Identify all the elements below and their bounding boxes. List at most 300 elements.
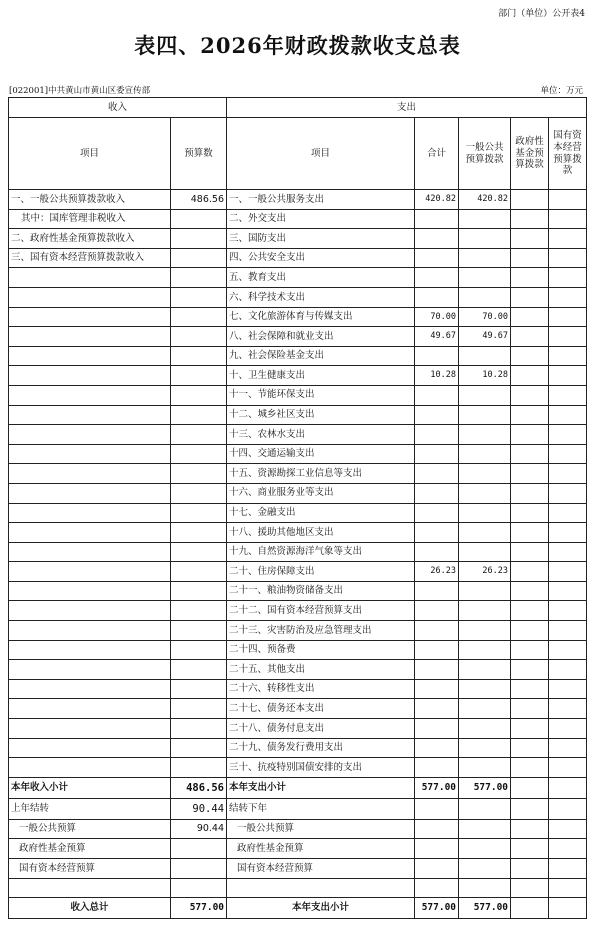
general-budget-cell	[459, 738, 511, 758]
income-item-cell	[9, 444, 171, 464]
state-capital-cell	[549, 542, 587, 562]
table-row	[9, 346, 587, 366]
state-capital-cell	[549, 268, 587, 288]
income-amount-cell	[171, 483, 227, 503]
income-item-cell	[9, 640, 171, 660]
income-subtotal-label: 本年收入小计	[9, 777, 171, 798]
blank-cell	[459, 878, 511, 898]
table-row	[9, 738, 587, 758]
income-item-cell	[9, 660, 171, 680]
grand-total-row	[9, 898, 587, 919]
income-amount-cell	[171, 640, 227, 660]
state-capital-cell	[549, 444, 587, 464]
income-amount-cell	[171, 268, 227, 288]
gov-fund-cell	[511, 190, 549, 210]
table-row	[9, 699, 587, 719]
general-budget-cell: 49.67	[459, 327, 511, 347]
expense-total-cell	[415, 346, 459, 366]
table-row	[9, 503, 587, 523]
expense-subtotal-total: 577.00	[415, 777, 459, 798]
income-budget-header: 预算数	[171, 118, 227, 190]
subtotal-row	[9, 777, 587, 798]
general-budget-cell: 10.28	[459, 366, 511, 386]
income-amount-cell	[171, 366, 227, 386]
income-amount-cell: 486.56	[171, 190, 227, 210]
income-amount-cell	[171, 287, 227, 307]
carryover-in-amount	[171, 859, 227, 879]
table-row	[9, 464, 587, 484]
expense-item-cell: 二十八、债务付息支出	[227, 719, 415, 739]
state-capital-cell	[549, 425, 587, 445]
table-number-note: 部门（单位）公开表4	[498, 9, 585, 19]
gov-fund-cell	[511, 798, 549, 819]
gov-fund-cell	[511, 444, 549, 464]
general-budget-cell	[459, 542, 511, 562]
general-budget-cell	[459, 503, 511, 523]
expense-total-cell: 49.67	[415, 327, 459, 347]
expense-item-cell: 十二、城乡社区支出	[227, 405, 415, 425]
income-item-cell	[9, 425, 171, 445]
table-row	[9, 229, 587, 249]
carryover-in-label: 上年结转	[9, 798, 171, 819]
state-capital-cell	[549, 229, 587, 249]
income-item-cell	[9, 268, 171, 288]
general-budget-cell	[459, 464, 511, 484]
income-item-header: 项目	[9, 118, 171, 190]
expense-total-cell	[415, 699, 459, 719]
general-budget-cell	[459, 229, 511, 249]
expense-item-cell: 一、一般公共服务支出	[227, 190, 415, 210]
expense-total-cell	[415, 839, 459, 859]
table-row	[9, 581, 587, 601]
expense-total-cell	[415, 248, 459, 268]
expense-total-cell	[415, 405, 459, 425]
table-row	[9, 425, 587, 445]
organization-label: [022001]中共黄山市黄山区委宣传部	[9, 86, 151, 96]
expense-total-cell	[415, 719, 459, 739]
expense-item-cell: 六、科学技术支出	[227, 287, 415, 307]
income-item-cell	[9, 405, 171, 425]
gov-fund-cell	[511, 425, 549, 445]
income-amount-cell	[171, 307, 227, 327]
expense-item-cell: 八、社会保障和就业支出	[227, 327, 415, 347]
table-row	[9, 562, 587, 582]
income-item-cell	[9, 758, 171, 778]
income-item-cell	[9, 523, 171, 543]
expense-item-cell: 三、国防支出	[227, 229, 415, 249]
income-item-cell	[9, 483, 171, 503]
gov-fund-cell	[511, 483, 549, 503]
carryover-in-item: 国有资本经营预算	[9, 859, 171, 879]
income-amount-cell	[171, 405, 227, 425]
expense-item-cell: 十三、农林水支出	[227, 425, 415, 445]
gov-fund-cell	[511, 819, 549, 839]
general-budget-cell	[459, 346, 511, 366]
table-row	[9, 679, 587, 699]
gov-fund-cell	[511, 542, 549, 562]
general-budget-cell	[459, 859, 511, 879]
state-capital-cell	[549, 190, 587, 210]
table-row	[9, 444, 587, 464]
income-amount-cell	[171, 444, 227, 464]
gov-fund-cell	[511, 209, 549, 229]
general-budget-cell	[459, 839, 511, 859]
expense-item-cell: 十五、资源勘探工业信息等支出	[227, 464, 415, 484]
state-capital-cell	[549, 307, 587, 327]
blank-row	[9, 878, 587, 898]
expense-grand-total-label: 本年支出小计	[227, 898, 415, 919]
state-capital-cell	[549, 581, 587, 601]
state-capital-cell	[549, 699, 587, 719]
expense-total-cell	[415, 503, 459, 523]
state-capital-cell	[549, 601, 587, 621]
table-row	[9, 660, 587, 680]
expense-total-cell	[415, 660, 459, 680]
expense-total-cell	[415, 209, 459, 229]
carryover-detail-row	[9, 859, 587, 879]
expense-total-cell	[415, 287, 459, 307]
carryover-detail-row	[9, 819, 587, 839]
general-budget-cell	[459, 444, 511, 464]
income-subtotal-amount: 486.56	[171, 777, 227, 798]
income-amount-cell	[171, 660, 227, 680]
income-amount-cell	[171, 425, 227, 445]
gov-fund-cell	[511, 307, 549, 327]
general-budget-cell	[459, 523, 511, 543]
gov-fund-cell	[511, 640, 549, 660]
blank-cell	[227, 878, 415, 898]
income-item-cell: 二、政府性基金预算拨款收入	[9, 229, 171, 249]
state-capital-cell	[549, 405, 587, 425]
gov-fund-cell	[511, 898, 549, 919]
page-title: 表四、2026年财政拨款收支总表	[134, 33, 461, 58]
carryover-row	[9, 798, 587, 819]
blank-cell	[171, 878, 227, 898]
gov-fund-cell	[511, 679, 549, 699]
general-budget-cell	[459, 719, 511, 739]
state-capital-cell	[549, 209, 587, 229]
carryover-in-item: 政府性基金预算	[9, 839, 171, 859]
general-budget-cell	[459, 405, 511, 425]
gov-fund-cell	[511, 327, 549, 347]
general-budget-cell	[459, 425, 511, 445]
state-capital-cell	[549, 562, 587, 582]
expense-total-cell	[415, 581, 459, 601]
expense-item-cell: 二十三、灾害防治及应急管理支出	[227, 621, 415, 641]
carryover-in-item: 一般公共预算	[9, 819, 171, 839]
income-amount-cell	[171, 464, 227, 484]
expense-subtotal-general: 577.00	[459, 777, 511, 798]
expense-item-header: 项目	[227, 118, 415, 190]
general-budget-cell	[459, 385, 511, 405]
state-capital-cell	[549, 738, 587, 758]
income-amount-cell	[171, 581, 227, 601]
income-item-cell	[9, 679, 171, 699]
expense-item-cell: 二、外交支出	[227, 209, 415, 229]
general-budget-cell	[459, 601, 511, 621]
income-amount-cell	[171, 562, 227, 582]
state-capital-cell	[549, 464, 587, 484]
expense-item-cell: 十、卫生健康支出	[227, 366, 415, 386]
state-capital-cell	[549, 483, 587, 503]
expense-item-cell: 五、教育支出	[227, 268, 415, 288]
state-capital-cell	[549, 898, 587, 919]
income-amount-cell	[171, 719, 227, 739]
blank-cell	[549, 878, 587, 898]
expense-total-cell: 420.82	[415, 190, 459, 210]
expense-item-cell: 二十五、其他支出	[227, 660, 415, 680]
table-row	[9, 248, 587, 268]
general-budget-cell	[459, 660, 511, 680]
expense-item-cell: 二十六、转移性支出	[227, 679, 415, 699]
state-capital-cell	[549, 385, 587, 405]
income-item-cell: 一、一般公共预算拨款收入	[9, 190, 171, 210]
expense-total-cell	[415, 523, 459, 543]
table-row	[9, 209, 587, 229]
state-capital-cell	[549, 640, 587, 660]
gov-fund-cell	[511, 503, 549, 523]
expense-item-cell: 七、文化旅游体育与传媒支出	[227, 307, 415, 327]
gov-fund-cell	[511, 229, 549, 249]
expense-total-cell	[415, 464, 459, 484]
table-row	[9, 621, 587, 641]
income-amount-cell	[171, 209, 227, 229]
income-item-cell	[9, 719, 171, 739]
income-amount-cell	[171, 758, 227, 778]
state-capital-cell	[549, 758, 587, 778]
expense-item-cell: 十九、自然资源海洋气象等支出	[227, 542, 415, 562]
expense-total-cell	[415, 758, 459, 778]
gov-fund-cell	[511, 405, 549, 425]
expense-item-cell: 三十、抗疫特别国债安排的支出	[227, 758, 415, 778]
header-row-columns	[9, 118, 587, 190]
state-capital-cell	[549, 660, 587, 680]
table-row	[9, 366, 587, 386]
expense-subtotal-label: 本年支出小计	[227, 777, 415, 798]
income-item-cell	[9, 503, 171, 523]
income-item-cell	[9, 601, 171, 621]
expense-item-cell: 二十九、债务发行费用支出	[227, 738, 415, 758]
expense-total-cell	[415, 385, 459, 405]
expense-total-cell: 70.00	[415, 307, 459, 327]
expense-total-cell	[415, 601, 459, 621]
table-row	[9, 405, 587, 425]
expense-total-cell	[415, 229, 459, 249]
general-budget-cell	[459, 699, 511, 719]
table-row	[9, 268, 587, 288]
general-budget-cell	[459, 679, 511, 699]
income-amount-cell	[171, 542, 227, 562]
expense-grand-general: 577.00	[459, 898, 511, 919]
general-budget-cell: 420.82	[459, 190, 511, 210]
table-row	[9, 307, 587, 327]
general-budget-cell	[459, 248, 511, 268]
gov-fund-cell	[511, 738, 549, 758]
general-budget-cell: 26.23	[459, 562, 511, 582]
state-capital-cell	[549, 287, 587, 307]
income-item-cell: 其中：国库管理非税收入	[9, 209, 171, 229]
table-row	[9, 640, 587, 660]
income-item-cell	[9, 464, 171, 484]
income-item-cell	[9, 699, 171, 719]
expense-item-cell: 十一、节能环保支出	[227, 385, 415, 405]
header-row-groups	[9, 98, 587, 118]
gov-fund-cell	[511, 248, 549, 268]
gov-fund-cell	[511, 758, 549, 778]
table-row	[9, 758, 587, 778]
income-grand-total-label: 收入总计	[9, 898, 171, 919]
gov-fund-cell	[511, 523, 549, 543]
state-capital-cell	[549, 777, 587, 798]
gov-fund-cell	[511, 719, 549, 739]
expense-total-cell	[415, 444, 459, 464]
gov-fund-cell	[511, 581, 549, 601]
expense-total-cell	[415, 542, 459, 562]
income-item-cell	[9, 562, 171, 582]
income-amount-cell	[171, 385, 227, 405]
table-row	[9, 542, 587, 562]
state-capital-cell	[549, 523, 587, 543]
income-amount-cell	[171, 229, 227, 249]
gov-fund-cell	[511, 777, 549, 798]
table-row	[9, 719, 587, 739]
general-budget-cell	[459, 798, 511, 819]
blank-cell	[511, 878, 549, 898]
expense-grand-total: 577.00	[415, 898, 459, 919]
state-capital-cell	[549, 719, 587, 739]
general-budget-cell	[459, 819, 511, 839]
blank-cell	[415, 878, 459, 898]
income-amount-cell	[171, 679, 227, 699]
expense-total-cell: 26.23	[415, 562, 459, 582]
table-row	[9, 385, 587, 405]
gov-fund-cell	[511, 346, 549, 366]
income-amount-cell	[171, 699, 227, 719]
state-capital-cell	[549, 366, 587, 386]
state-capital-cell	[549, 503, 587, 523]
gov-fund-cell	[511, 601, 549, 621]
carryover-in-amount	[171, 839, 227, 859]
expense-total-cell: 10.28	[415, 366, 459, 386]
income-item-cell	[9, 581, 171, 601]
expense-item-cell: 十八、援助其他地区支出	[227, 523, 415, 543]
expense-total-cell	[415, 425, 459, 445]
general-budget-cell	[459, 287, 511, 307]
gov-fund-cell	[511, 562, 549, 582]
state-capital-cell	[549, 327, 587, 347]
general-budget-cell	[459, 621, 511, 641]
income-amount-cell	[171, 503, 227, 523]
gov-fund-cell	[511, 839, 549, 859]
income-header: 收入	[9, 98, 227, 118]
carryover-out-label: 结转下年	[227, 798, 415, 819]
general-budget-cell	[459, 268, 511, 288]
income-item-cell: 三、国有资本经营预算拨款收入	[9, 248, 171, 268]
gov-fund-cell	[511, 287, 549, 307]
expense-total-cell	[415, 819, 459, 839]
gov-fund-header: 政府性基金预算拨款	[511, 118, 549, 190]
state-capital-cell	[549, 859, 587, 879]
gov-fund-cell	[511, 366, 549, 386]
expense-item-cell: 二十、住房保障支出	[227, 562, 415, 582]
carryover-out-item: 国有资本经营预算	[227, 859, 415, 879]
table-row	[9, 327, 587, 347]
income-amount-cell	[171, 601, 227, 621]
income-item-cell	[9, 366, 171, 386]
state-capital-cell	[549, 819, 587, 839]
expense-total-cell	[415, 640, 459, 660]
blank-cell	[9, 878, 171, 898]
expense-total-cell	[415, 679, 459, 699]
expense-item-cell: 十六、商业服务业等支出	[227, 483, 415, 503]
gov-fund-cell	[511, 385, 549, 405]
expense-item-cell: 九、社会保险基金支出	[227, 346, 415, 366]
gov-fund-cell	[511, 621, 549, 641]
general-budget-cell	[459, 483, 511, 503]
general-budget-cell	[459, 581, 511, 601]
gov-fund-cell	[511, 859, 549, 879]
general-budget-cell: 70.00	[459, 307, 511, 327]
carryover-detail-row	[9, 839, 587, 859]
expense-header: 支出	[227, 98, 587, 118]
income-item-cell	[9, 621, 171, 641]
general-budget-cell	[459, 640, 511, 660]
expense-total-cell	[415, 268, 459, 288]
state-capital-cell	[549, 679, 587, 699]
expense-total-cell	[415, 621, 459, 641]
table-row	[9, 523, 587, 543]
income-amount-cell	[171, 248, 227, 268]
expense-item-cell: 二十四、预备费	[227, 640, 415, 660]
unit-label: 单位：万元	[540, 86, 583, 96]
income-amount-cell	[171, 523, 227, 543]
state-capital-cell	[549, 839, 587, 859]
income-amount-cell	[171, 738, 227, 758]
state-capital-header: 国有资本经营预算拨款	[549, 118, 587, 190]
expense-item-cell: 二十七、债务还本支出	[227, 699, 415, 719]
expense-total-cell	[415, 738, 459, 758]
table-row	[9, 190, 587, 210]
income-grand-total-amount: 577.00	[171, 898, 227, 919]
table-row	[9, 601, 587, 621]
general-budget-header: 一般公共预算拨款	[459, 118, 511, 190]
income-item-cell	[9, 287, 171, 307]
expense-item-cell: 二十二、国有资本经营预算支出	[227, 601, 415, 621]
income-amount-cell	[171, 327, 227, 347]
income-amount-cell	[171, 346, 227, 366]
expense-item-cell: 二十一、粮油物资储备支出	[227, 581, 415, 601]
gov-fund-cell	[511, 699, 549, 719]
income-item-cell	[9, 738, 171, 758]
expense-item-cell: 四、公共安全支出	[227, 248, 415, 268]
carryover-in-amount: 90.44	[171, 798, 227, 819]
income-amount-cell	[171, 621, 227, 641]
expense-total-header: 合计	[415, 118, 459, 190]
gov-fund-cell	[511, 464, 549, 484]
income-item-cell	[9, 307, 171, 327]
income-item-cell	[9, 542, 171, 562]
table-row	[9, 483, 587, 503]
gov-fund-cell	[511, 660, 549, 680]
gov-fund-cell	[511, 268, 549, 288]
expense-item-cell: 十七、金融支出	[227, 503, 415, 523]
income-item-cell	[9, 346, 171, 366]
expense-total-cell	[415, 483, 459, 503]
state-capital-cell	[549, 798, 587, 819]
state-capital-cell	[549, 248, 587, 268]
state-capital-cell	[549, 346, 587, 366]
table-row	[9, 287, 587, 307]
